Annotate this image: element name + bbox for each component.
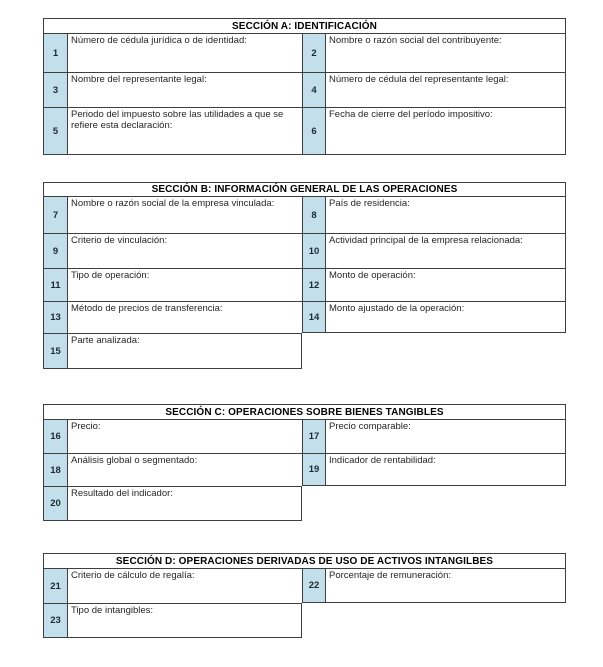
field-2-cell[interactable]: Nombre o razón social del contribuyente: [325,33,566,72]
section-b-table [43,182,566,369]
field-21-cell[interactable]: Criterio de cálculo de regalía: [67,568,302,603]
field-17-cell[interactable]: Precio comparable: [325,419,566,453]
field-7-cell[interactable]: Nombre o razón social de la empresa vinculada: [67,196,302,233]
section-d-header: SECCIÓN D: OPERACIONES DERIVADAS DE USO DE ACTIVOS INTANGILBES [43,553,566,568]
field-20-num: 20 [43,486,67,521]
section-c-header: SECCIÓN C: OPERACIONES SOBRE BIENES TANGIBLES [43,404,566,419]
field-10-cell[interactable]: Actividad principal de la empresa relacionada: [325,233,566,268]
field-1-cell[interactable]: Número de cédula jurídica o de identidad: [67,33,302,72]
field-1-num: 1 [43,33,67,72]
field-19-cell[interactable]: Indicador de rentabilidad: [325,453,566,486]
field-3-cell[interactable]: Nombre del representante legal: [67,72,302,107]
field-9-num: 9 [43,233,67,268]
field-23-cell[interactable]: Tipo de intangibles: [67,603,302,638]
field-23-num: 23 [43,603,67,638]
field-5-num: 5 [43,107,67,155]
section-d-table [43,553,566,638]
field-22-num: 22 [302,568,325,603]
field-4-cell[interactable]: Número de cédula del representante legal: [325,72,566,107]
field-3-num: 3 [43,72,67,107]
field-21-num: 21 [43,568,67,603]
field-7-num: 7 [43,196,67,233]
field-12-num: 12 [302,268,325,301]
field-6-num: 6 [302,107,325,155]
field-9-cell[interactable]: Criterio de vinculación: [67,233,302,268]
field-8-num: 8 [302,196,325,233]
field-22-cell[interactable]: Porcentaje de remuneración: [325,568,566,603]
field-20-cell[interactable]: Resultado del indicador: [67,486,302,521]
field-15-cell[interactable]: Parte analizada: [67,333,302,369]
field-13-cell[interactable]: Método de precios de transferencia: [67,301,302,333]
section-b-header: SECCIÓN B: INFORMACIÓN GENERAL DE LAS OPERACIONES [43,182,566,196]
field-18-num: 18 [43,453,67,486]
field-13-num: 13 [43,301,67,333]
field-5-cell[interactable]: Periodo del impuesto sobre las utilidades a que se refiere esta declaración: [67,107,302,155]
field-15-num: 15 [43,333,67,369]
field-6-cell[interactable]: Fecha de cierre del período impositivo: [325,107,566,155]
field-14-num: 14 [302,301,325,333]
field-2-num: 2 [302,33,325,72]
section-c-table [43,404,566,521]
field-16-cell[interactable]: Precio: [67,419,302,453]
section-a-table [43,18,566,155]
section-a-header: SECCIÓN A: IDENTIFICACIÓN [43,18,566,33]
field-19-num: 19 [302,453,325,486]
field-18-cell[interactable]: Análisis global o segmentado: [67,453,302,486]
field-12-cell[interactable]: Monto de operación: [325,268,566,301]
field-11-num: 11 [43,268,67,301]
field-11-cell[interactable]: Tipo de operación: [67,268,302,301]
field-8-cell[interactable]: País de residencia: [325,196,566,233]
field-10-num: 10 [302,233,325,268]
field-16-num: 16 [43,419,67,453]
field-4-num: 4 [302,72,325,107]
field-14-cell[interactable]: Monto ajustado de la operación: [325,301,566,333]
field-17-num: 17 [302,419,325,453]
